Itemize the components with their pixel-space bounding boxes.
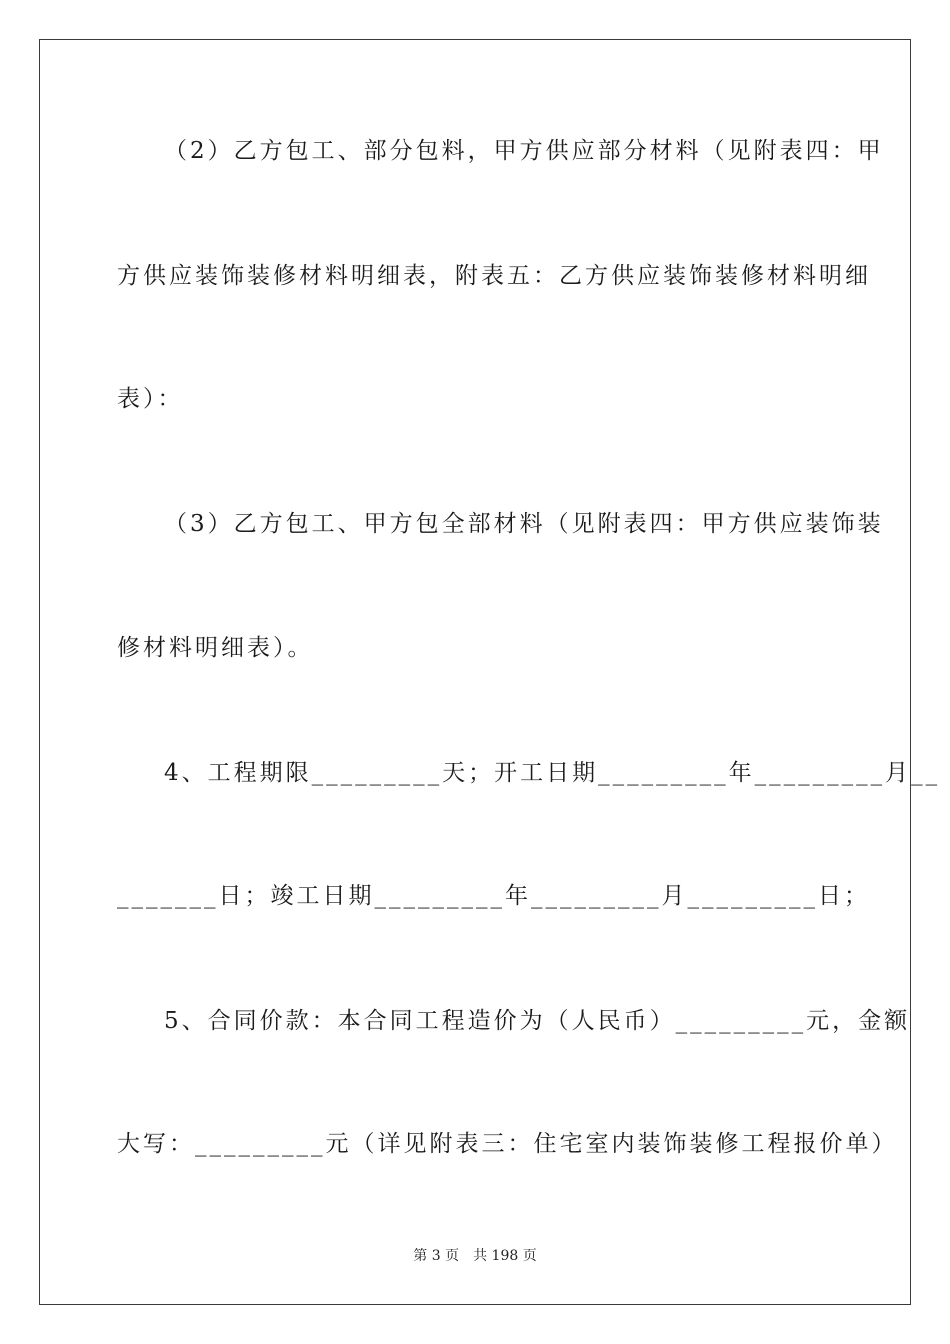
paragraph-line: 表）：: [117, 386, 184, 412]
paragraph-line: 5、合同价款：本合同工程造价为（人民币）_________元，金额: [164, 1008, 911, 1034]
paragraph-line: 大写：_________元（详见附表三：住宅室内装饰装修工程报价单）: [117, 1131, 898, 1157]
paragraph-line: 方供应装饰装修材料明细表，附表五：乙方供应装饰装修材料明细: [117, 263, 871, 289]
paragraph-line: 4、工程期限_________天；开工日期_________年_________月__: [164, 760, 941, 786]
paragraph-line: _______日；竣工日期_________年_________月_________日；: [117, 883, 870, 909]
paragraph-line: （2）乙方包工、部分包料，甲方供应部分材料（见附表四：甲: [164, 138, 884, 164]
page-number-footer: 第 3 页 共 198 页: [413, 1248, 537, 1264]
page-frame: [39, 39, 941, 1305]
paragraph-line: （3）乙方包工、甲方包全部材料（见附表四：甲方供应装饰装: [164, 511, 884, 537]
paragraph-line: 修材料明细表）。: [117, 635, 314, 661]
